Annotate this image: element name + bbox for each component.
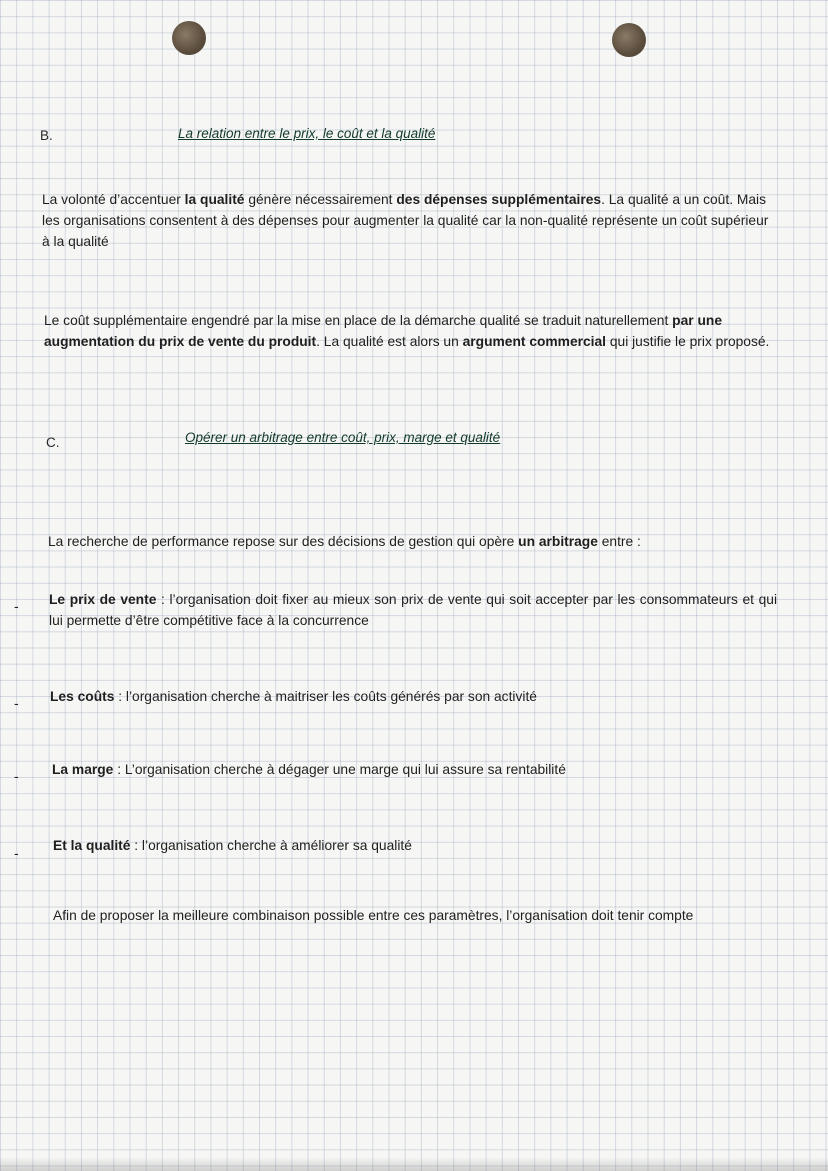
section-c-title: Opérer un arbitrage entre coût, prix, marge et qualité — [185, 430, 501, 445]
section-b-paragraph-1: La volonté d’accentuer la qualité génère nécessairement des dépenses supplémentaires. La qualité a un coût. Mais les organisations consentent à des dépenses pour augmenter la qualité car la non-qualité représente un coût supérieur à la qualité — [42, 192, 769, 249]
bold-quality: la qualité — [184, 192, 245, 207]
section-b-paragraph-2: Le coût supplémentaire engendré par la mise en place de la démarche qualité se traduit naturellement par une augmentation du prix de vente du produit. La qualité est alors un argument commercial qui justifie le prix proposé. — [44, 313, 770, 349]
bullet-item-margin: La marge : L’organisation cherche à dégager une marge qui lui assure sa rentabilité — [52, 762, 566, 777]
bullet-dash: - — [14, 598, 19, 614]
bold-price-increase: par une augmentation du prix de vente du produit — [44, 313, 722, 349]
bold-extra-expenses: des dépenses supplémentaires — [396, 192, 602, 207]
bullet-item-costs: Les coûts : l’organisation cherche à maitriser les coûts générés par son activité — [50, 689, 537, 704]
bullet-item-quality: Et la qualité : l’organisation cherche à améliorer sa qualité — [53, 838, 412, 853]
section-b-letter: B. — [40, 128, 53, 143]
section-c-intro: La recherche de performance repose sur des décisions de gestion qui opère un arbitrage entre : — [48, 534, 641, 549]
punch-hole-right — [612, 23, 646, 57]
section-c-conclusion: Afin de proposer la meilleure combinaison possible entre ces paramètres, l’organisation doit tenir compte — [53, 908, 694, 923]
bold-commercial-argument: argument commercial — [462, 334, 607, 349]
section-c-letter: C. — [46, 435, 60, 450]
bullet-dash: - — [14, 845, 19, 861]
bold-arbitrage: un arbitrage — [518, 534, 598, 549]
bullet-dash: - — [14, 695, 19, 711]
bullet-dash: - — [14, 768, 19, 784]
page-bottom-edge — [0, 1157, 828, 1171]
bullet-item-selling-price: Le prix de vente : l’organisation doit fixer au mieux son prix de vente qui soit accepter par les consommateurs et qui lui permette d’être compétitive face à la concurrence — [49, 592, 778, 628]
punch-hole-left — [172, 21, 206, 55]
section-b-title: La relation entre le prix, le coût et la qualité — [178, 126, 436, 141]
